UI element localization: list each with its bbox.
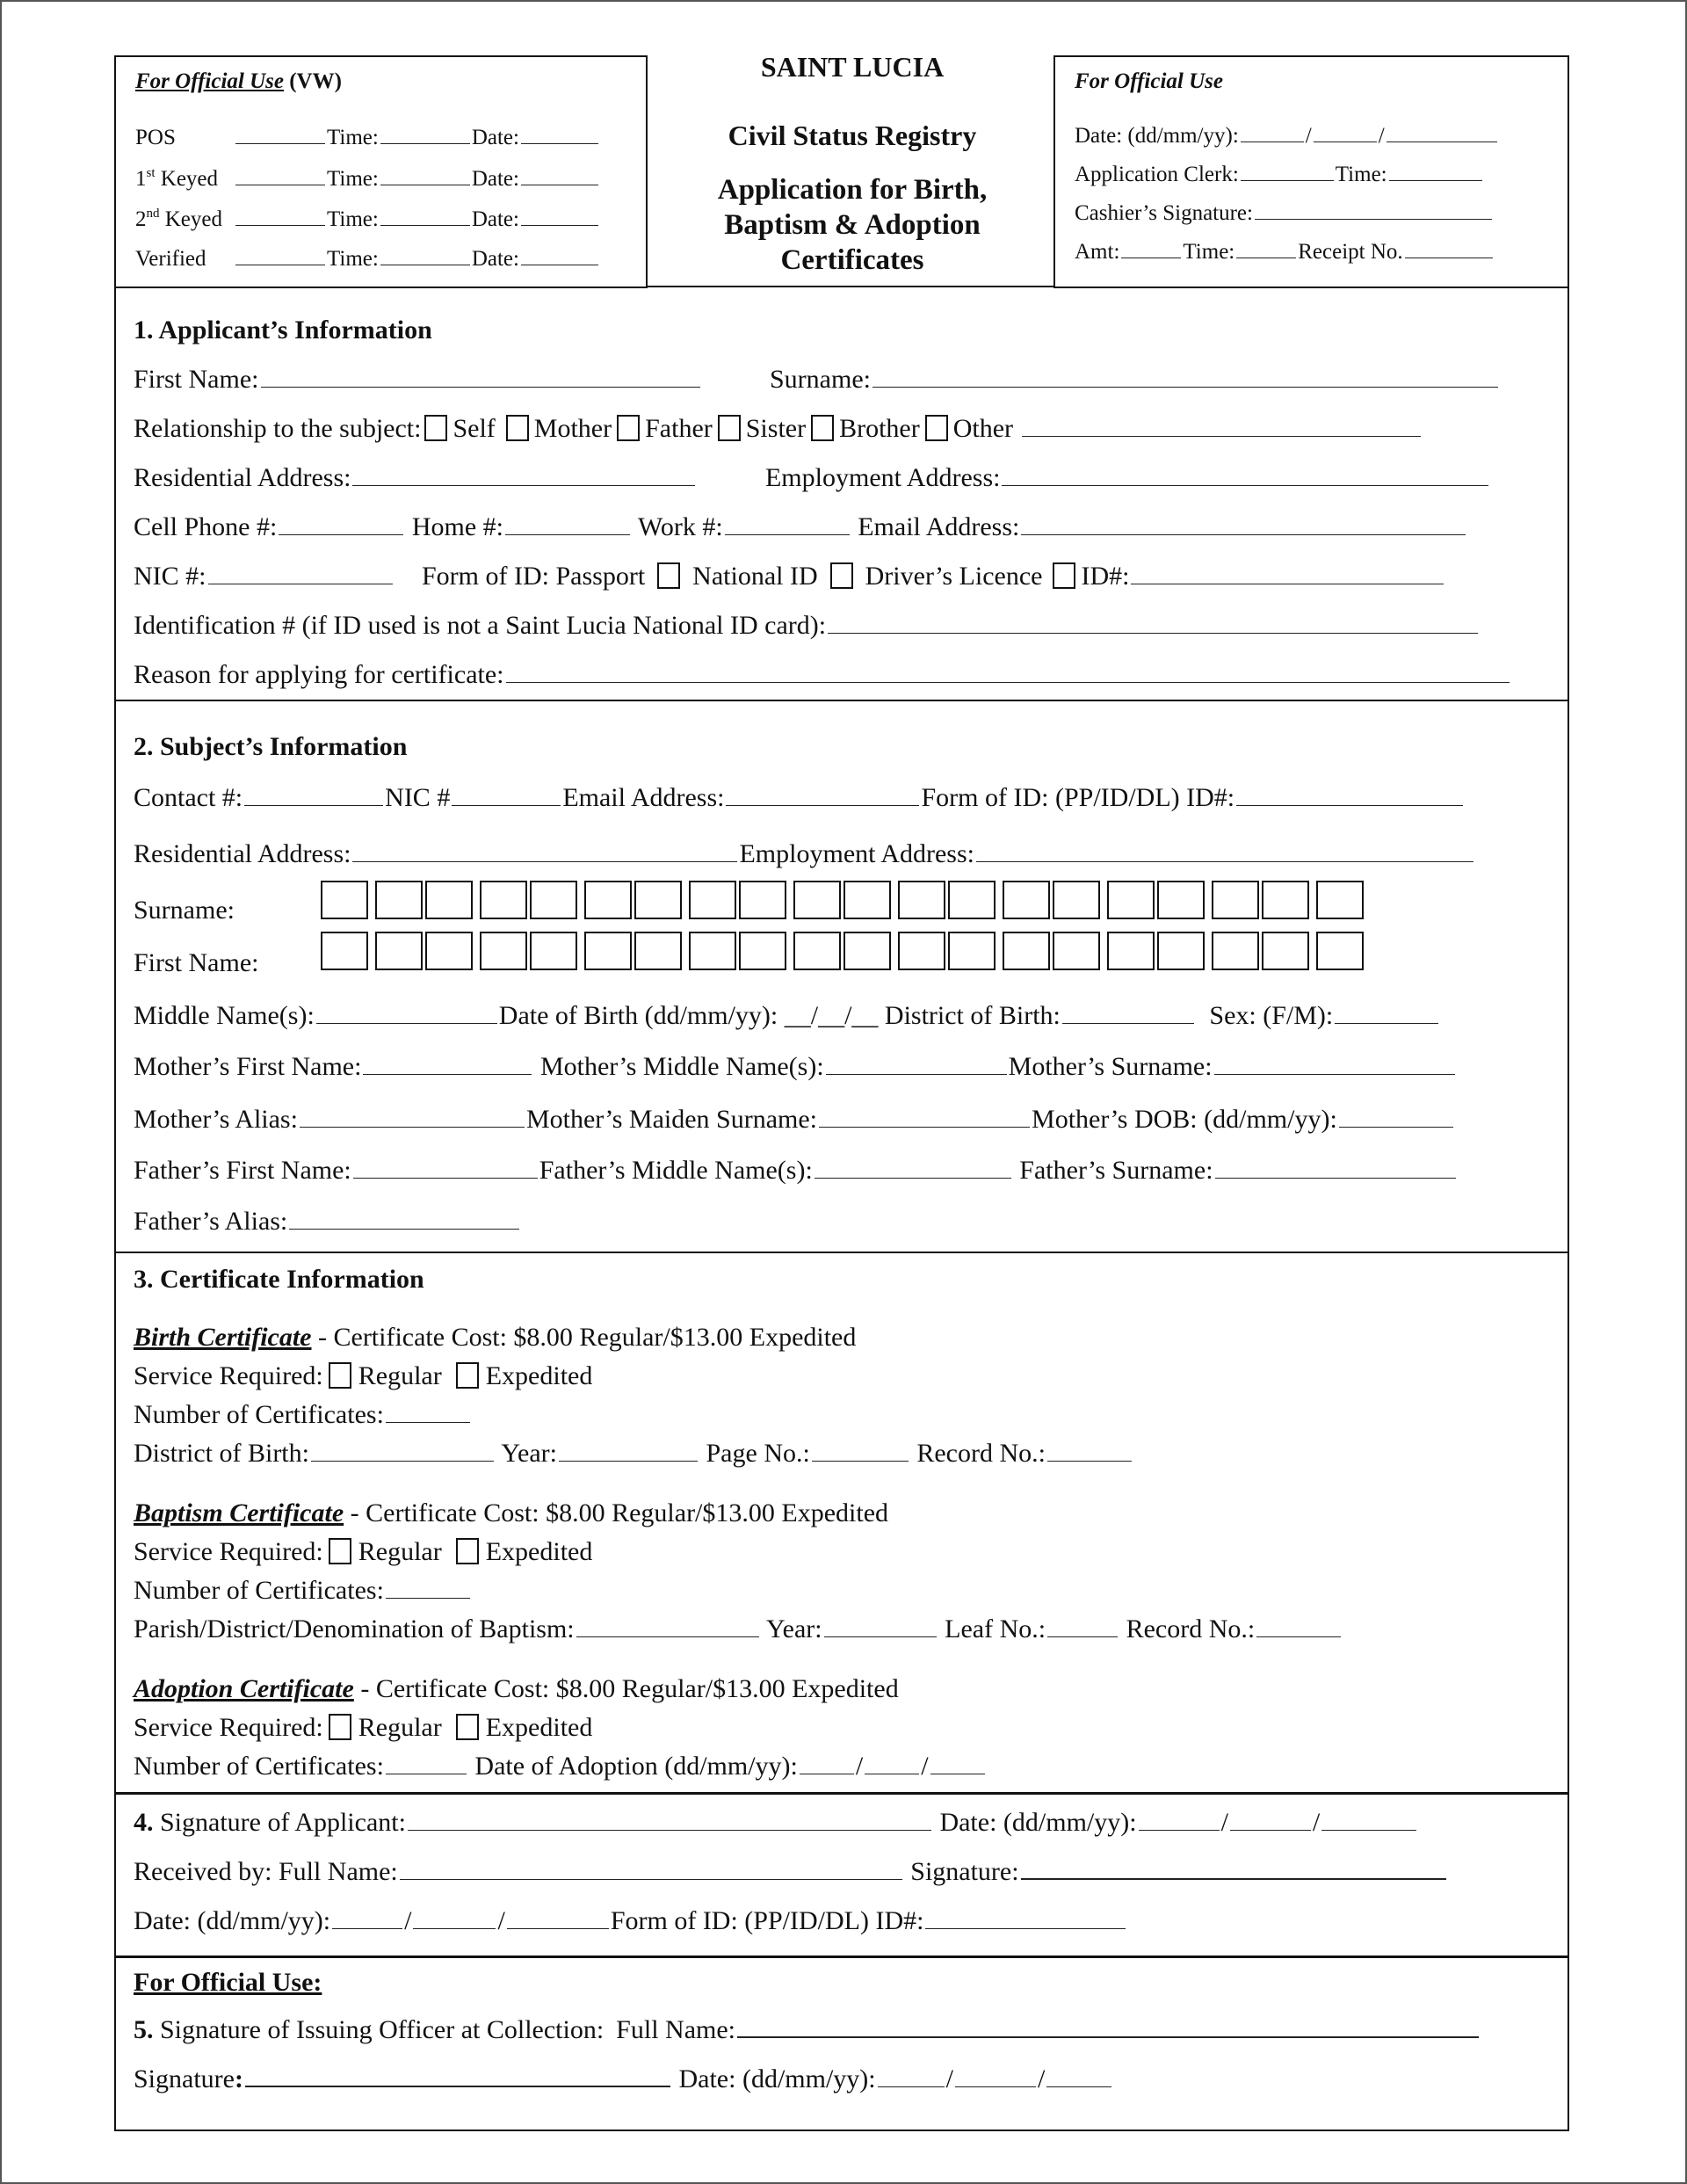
relationship-row: Relationship to the subject: Self Mother Father Sister Brother Other: [134, 413, 1423, 445]
reason-input[interactable]: [506, 681, 1510, 683]
registry-title: Civil Status Registry: [728, 120, 977, 151]
applicant-phone-row: Cell Phone #: Home #: Work #: Email Address:: [134, 512, 1467, 543]
subject-middle-dob-row: Middle Name(s): Date of Birth (dd/mm/yy): __/__/__ District of Birth: Sex: (F/M):: [134, 1000, 1440, 1032]
char-box[interactable]: [480, 932, 527, 970]
char-box[interactable]: [425, 881, 473, 919]
received-date-row: Date: (dd/mm/yy): / / Form of ID: (PP/ID/DL) ID#:: [134, 1905, 1127, 1937]
subject-id-number-input[interactable]: [1236, 804, 1463, 806]
relationship-brother-checkbox[interactable]: [811, 415, 834, 441]
applicant-address-row: Residential Address: Employment Address:: [134, 462, 1490, 494]
second-keyed-date-input[interactable]: [521, 224, 598, 226]
char-box[interactable]: [689, 932, 736, 970]
reason-row: Reason for applying for certificate:: [134, 659, 1511, 691]
mother-name-row: Mother’s First Name: Mother’s Middle Name(s): Mother’s Surname:: [134, 1051, 1457, 1083]
char-box[interactable]: [1316, 881, 1364, 919]
form-title-line1: Application for Birth,: [717, 174, 988, 206]
char-box[interactable]: [321, 881, 368, 919]
second-keyed-time-input[interactable]: [380, 224, 470, 226]
birth-service-row: Service Required: Regular Expedited: [134, 1361, 593, 1390]
first-keyed-time-input[interactable]: [380, 184, 470, 185]
subject-sex-input[interactable]: [1335, 1022, 1438, 1024]
baptism-record-input[interactable]: [1256, 1636, 1341, 1637]
receipt-input[interactable]: [1405, 257, 1493, 258]
char-box[interactable]: [844, 881, 891, 919]
char-box[interactable]: [898, 881, 945, 919]
first-keyed-date-input[interactable]: [521, 184, 598, 185]
section1-heading: 1. Applicant’s Information: [134, 316, 432, 345]
char-box[interactable]: [480, 881, 527, 919]
adoption-day-input[interactable]: [800, 1773, 854, 1774]
applicant-name-row: First Name: Surname:: [134, 364, 1500, 395]
baptism-number-input[interactable]: [386, 1597, 470, 1599]
official-use-box-right: [1053, 55, 1569, 288]
issuing-day-input[interactable]: [878, 2086, 945, 2087]
char-box[interactable]: [1003, 881, 1050, 919]
char-box[interactable]: [530, 932, 577, 970]
passport-checkbox[interactable]: [657, 562, 680, 589]
birth-regular-checkbox[interactable]: [329, 1362, 351, 1389]
subject-first-name-boxes[interactable]: [321, 932, 1366, 975]
char-box[interactable]: [793, 932, 841, 970]
relationship-self-checkbox[interactable]: [424, 415, 447, 441]
subject-dob-input[interactable]: __/__/__: [784, 1001, 879, 1030]
applicant-employment-input[interactable]: [1002, 484, 1488, 486]
section-divider: [114, 1252, 1569, 1253]
baptism-service-row: Service Required: Regular Expedited: [134, 1537, 593, 1566]
subject-residential-input[interactable]: [352, 860, 737, 862]
applicant-sig-month-input[interactable]: [1230, 1829, 1311, 1831]
drivers-licence-checkbox[interactable]: [1053, 562, 1075, 589]
mother-maiden-input[interactable]: [819, 1126, 1030, 1128]
cashier-signature-input[interactable]: [1255, 218, 1492, 220]
char-box[interactable]: [739, 881, 786, 919]
baptism-cert-title-row: Baptism Certificate - Certificate Cost: $8.00 Regular/$13.00 Expedited: [134, 1498, 889, 1527]
char-box[interactable]: [793, 881, 841, 919]
mother-surname-input[interactable]: [1214, 1073, 1455, 1075]
applicant-residential-input[interactable]: [352, 484, 695, 486]
birth-number-input[interactable]: [386, 1421, 470, 1423]
char-box[interactable]: [844, 932, 891, 970]
identification-row: Identification # (if ID used is not a Saint Lucia National ID card):: [134, 610, 1480, 642]
received-year-input[interactable]: [507, 1927, 609, 1929]
applicant-signature-input[interactable]: [408, 1829, 931, 1831]
adoption-regular-checkbox[interactable]: [329, 1714, 351, 1740]
relationship-other-input[interactable]: [1022, 435, 1421, 437]
birth-number-row: Number of Certificates:: [134, 1399, 472, 1431]
subject-district-input[interactable]: [1062, 1022, 1194, 1024]
clerk-row: Application Clerk: Time:: [1075, 163, 1484, 187]
char-box[interactable]: [530, 881, 577, 919]
char-box[interactable]: [1316, 932, 1364, 970]
issuing-officer-row: 5. Signature of Issuing Officer at Collection: Full Name:: [134, 2014, 1481, 2046]
mother-alias-input[interactable]: [300, 1126, 525, 1128]
baptism-expedited-checkbox[interactable]: [456, 1538, 479, 1564]
official-use-title: For Official Use: [135, 69, 284, 93]
relationship-father-checkbox[interactable]: [617, 415, 640, 441]
birth-district-input[interactable]: [311, 1460, 494, 1462]
first-keyed-row: 1st Keyed Time: Date:: [135, 166, 600, 192]
birth-record-input[interactable]: [1047, 1460, 1132, 1462]
relationship-mother-checkbox[interactable]: [506, 415, 529, 441]
subject-surname-label: Surname:: [134, 896, 235, 925]
char-box[interactable]: [375, 932, 423, 970]
subject-address-row: Residential Address: Employment Address:: [134, 838, 1475, 870]
official-date-row: Date: (dd/mm/yy): / /: [1075, 124, 1499, 149]
char-box[interactable]: [689, 881, 736, 919]
issuing-officer-name-input[interactable]: [737, 2035, 1479, 2038]
applicant-surname-input[interactable]: [872, 386, 1498, 388]
pos-input[interactable]: [235, 142, 325, 144]
received-id-number-input[interactable]: [925, 1927, 1126, 1929]
mother-dob-input[interactable]: [1339, 1126, 1453, 1128]
adoption-number-input[interactable]: [386, 1773, 467, 1774]
char-box[interactable]: [948, 932, 996, 970]
identification-input[interactable]: [828, 632, 1478, 634]
received-by-signature-input[interactable]: [1021, 1877, 1446, 1880]
pos-time-input[interactable]: [380, 142, 470, 144]
char-box[interactable]: [1157, 932, 1205, 970]
issuing-year-input[interactable]: [1046, 2086, 1111, 2087]
char-box[interactable]: [1107, 881, 1155, 919]
section-divider: [114, 700, 1569, 701]
pos-row: POS Time: Date:: [135, 126, 600, 150]
received-day-input[interactable]: [332, 1927, 402, 1929]
char-box[interactable]: [1157, 881, 1205, 919]
form-title-line2: Baptism & Adoption: [724, 209, 981, 241]
char-box[interactable]: [375, 881, 423, 919]
adoption-service-row: Service Required: Regular Expedited: [134, 1713, 593, 1742]
birth-record-row: District of Birth: Year: Page No.: Record No.:: [134, 1438, 1133, 1469]
applicant-signature-row: 4. Signature of Applicant: Date: (dd/mm/yy): / /: [134, 1807, 1418, 1839]
father-alias-row: Father’s Alias:: [134, 1206, 521, 1237]
mother-alias-row: Mother’s Alias: Mother’s Maiden Surname: Mother’s DOB: (dd/mm/yy):: [134, 1104, 1455, 1136]
relationship-other-checkbox[interactable]: [925, 415, 948, 441]
baptism-number-row: Number of Certificates:: [134, 1575, 472, 1607]
work-phone-input[interactable]: [725, 533, 850, 535]
applicant-sig-year-input[interactable]: [1321, 1829, 1416, 1831]
subject-contact-row: Contact #: NIC # Email Address: Form of ID: (PP/ID/DL) ID#:: [134, 782, 1465, 814]
birth-page-input[interactable]: [812, 1460, 909, 1462]
char-box[interactable]: [1107, 932, 1155, 970]
amt-input[interactable]: [1121, 257, 1181, 258]
char-box[interactable]: [948, 881, 996, 919]
pos-date-input[interactable]: [521, 142, 598, 144]
verified-input[interactable]: [235, 264, 325, 265]
section3-heading: 3. Certificate Information: [134, 1265, 424, 1294]
father-first-name-input[interactable]: [353, 1177, 538, 1179]
char-box[interactable]: [1053, 881, 1100, 919]
char-box[interactable]: [634, 932, 682, 970]
birth-cert-title-row: Birth Certificate - Certificate Cost: $8.00 Regular/$13.00 Expedited: [134, 1323, 857, 1352]
applicant-sig-day-input[interactable]: [1139, 1829, 1220, 1831]
char-box[interactable]: [739, 932, 786, 970]
second-keyed-row: 2nd Keyed Time: Date:: [135, 207, 600, 232]
received-by-name-input[interactable]: [400, 1878, 902, 1880]
verified-row: Verified Time: Date:: [135, 247, 600, 272]
char-box[interactable]: [1262, 932, 1309, 970]
received-by-row: Received by: Full Name: Signature:: [134, 1856, 1448, 1888]
verified-date-input[interactable]: [521, 264, 598, 265]
adoption-expedited-checkbox[interactable]: [456, 1714, 479, 1740]
baptism-parish-input[interactable]: [576, 1636, 759, 1637]
baptism-year-input[interactable]: [824, 1636, 937, 1637]
country-title: SAINT LUCIA: [760, 51, 945, 83]
subject-employment-input[interactable]: [976, 860, 1473, 862]
home-phone-input[interactable]: [505, 533, 630, 535]
subject-email-input[interactable]: [726, 804, 919, 806]
father-middle-name-input[interactable]: [815, 1177, 1011, 1179]
amt-time-input[interactable]: [1236, 257, 1296, 258]
issuing-officer-signature-row: Signature: Date: (dd/mm/yy): / /: [134, 2064, 1113, 2095]
char-box[interactable]: [584, 932, 632, 970]
clerk-time-input[interactable]: [1389, 179, 1482, 181]
char-box[interactable]: [425, 932, 473, 970]
applicant-email-input[interactable]: [1021, 533, 1466, 535]
char-box[interactable]: [1212, 932, 1259, 970]
form-title-line3: Certificates: [780, 244, 924, 276]
char-box[interactable]: [584, 881, 632, 919]
official-day-input[interactable]: [1241, 141, 1304, 142]
adoption-year-input[interactable]: [930, 1773, 985, 1774]
relationship-sister-checkbox[interactable]: [718, 415, 741, 441]
father-alias-input[interactable]: [289, 1228, 519, 1230]
char-box[interactable]: [1212, 881, 1259, 919]
birth-year-input[interactable]: [559, 1460, 698, 1462]
char-box[interactable]: [1003, 932, 1050, 970]
char-box[interactable]: [1053, 932, 1100, 970]
char-box[interactable]: [634, 881, 682, 919]
applicant-id-number-input[interactable]: [1131, 583, 1444, 584]
section-divider: [114, 1792, 1569, 1795]
second-keyed-input[interactable]: [235, 224, 325, 226]
baptism-leaf-input[interactable]: [1047, 1636, 1118, 1637]
verified-time-input[interactable]: [380, 264, 470, 265]
father-name-row: Father’s First Name: Father’s Middle Name(s): Father’s Surname:: [134, 1155, 1458, 1186]
adoption-month-input[interactable]: [865, 1773, 919, 1774]
subject-nic-input[interactable]: [452, 804, 561, 806]
official-use-suffix: (VW): [289, 69, 342, 93]
applicant-id-row: NIC #: Form of ID: Passport National ID Driver’s Licence ID#:: [134, 561, 1445, 592]
received-month-input[interactable]: [413, 1927, 496, 1929]
national-id-checkbox[interactable]: [830, 562, 853, 589]
baptism-regular-checkbox[interactable]: [329, 1538, 351, 1564]
char-box[interactable]: [898, 932, 945, 970]
first-keyed-input[interactable]: [235, 184, 325, 185]
official-use-box-left: [114, 55, 648, 288]
subject-surname-boxes[interactable]: [321, 881, 1366, 924]
cashier-row: Cashier’s Signature:: [1075, 201, 1494, 226]
official-use-heading: For Official Use:: [134, 1968, 322, 1997]
applicant-nic-input[interactable]: [208, 583, 393, 584]
clerk-input[interactable]: [1241, 179, 1334, 181]
baptism-record-row: Parish/District/Denomination of Baptism: Year: Leaf No.: Record No.:: [134, 1614, 1343, 1645]
father-surname-input[interactable]: [1215, 1177, 1456, 1179]
adoption-number-row: Number of Certificates: Date of Adoption (dd/mm/yy): / /: [134, 1751, 987, 1782]
birth-expedited-checkbox[interactable]: [456, 1362, 479, 1389]
mother-middle-name-input[interactable]: [826, 1073, 1007, 1075]
section2-heading: 2. Subject’s Information: [134, 732, 408, 761]
official-use-right-title: For Official Use: [1075, 69, 1223, 93]
char-box[interactable]: [321, 932, 368, 970]
adoption-cert-title-row: Adoption Certificate - Certificate Cost: $8.00 Regular/$13.00 Expedited: [134, 1674, 899, 1703]
cell-phone-input[interactable]: [279, 533, 403, 535]
official-month-input[interactable]: [1314, 141, 1377, 142]
char-box[interactable]: [1262, 881, 1309, 919]
mother-first-name-input[interactable]: [363, 1073, 532, 1075]
subject-middle-name-input[interactable]: [316, 1022, 497, 1024]
subject-contact-input[interactable]: [244, 804, 383, 806]
amt-row: Amt: Time: Receipt No.: [1075, 240, 1495, 265]
issuing-month-input[interactable]: [955, 2086, 1036, 2087]
issuing-officer-signature-input[interactable]: [245, 2085, 670, 2087]
official-year-input[interactable]: [1387, 141, 1497, 142]
applicant-first-name-input[interactable]: [261, 386, 700, 388]
section-divider: [114, 1955, 1569, 1958]
subject-first-name-label: First Name:: [134, 948, 259, 977]
